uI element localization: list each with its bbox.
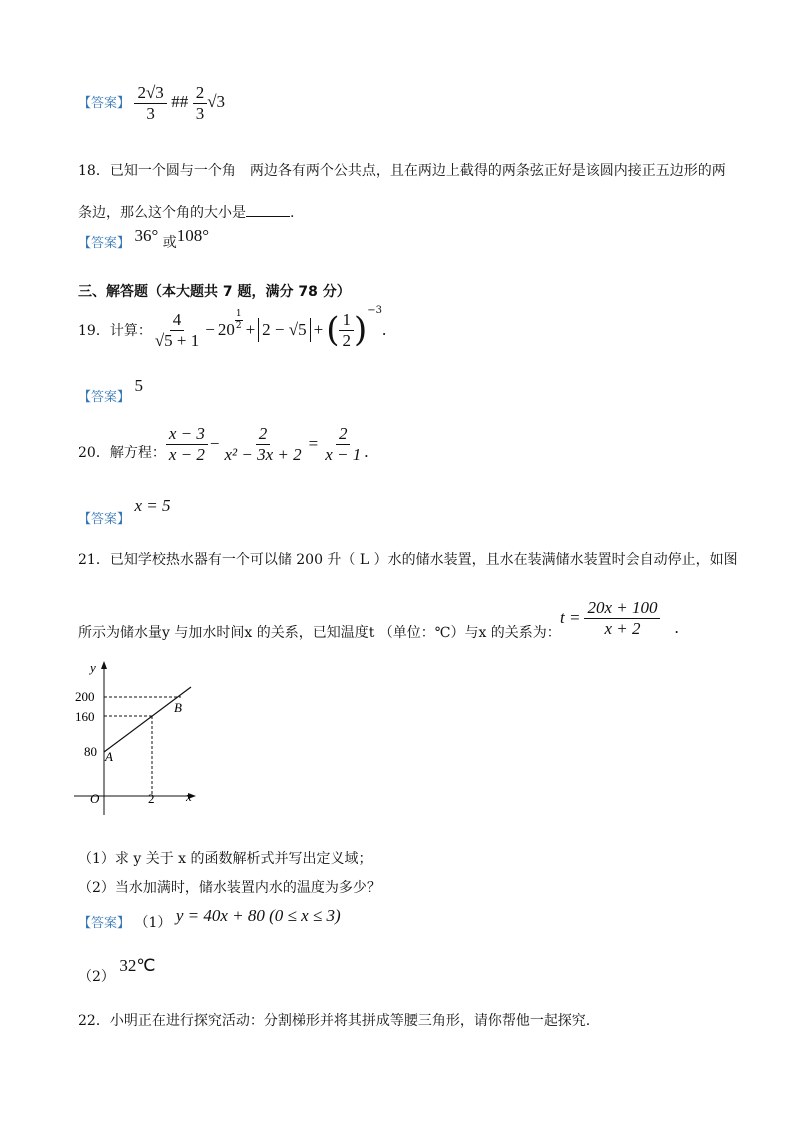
y-tick-160: 160	[75, 709, 95, 724]
fraction: $\frac{2}{3}$	[193, 83, 208, 123]
exponent: −3	[367, 304, 382, 316]
q21-answer1: 【答案】 （1） y = 40x + 80 (0 ≤ x ≤ 3)	[78, 906, 341, 931]
graph	[70, 655, 210, 825]
fraction: $\frac{2}{x - 1}$	[325, 424, 362, 464]
answer-label: 【答案】	[78, 916, 131, 931]
section-heading: 三、解答题（本大题共 7 题，满分 78 分）	[78, 284, 351, 300]
answer-label: 【答案】	[78, 236, 131, 251]
fraction: $\frac{4}{√5 + 1}$	[154, 310, 200, 350]
fraction: $\frac{2√3}{3}$	[134, 83, 166, 123]
q18-line2: 条边，那么这个角的大小是 .	[78, 202, 294, 222]
y-tick-200: 200	[75, 689, 95, 704]
q19-question: 19．计算： $\frac{4}{√5 + 1}$ − 20 $\frac{1}{2}$ + 2 − √5 + ( $\frac{1}{2}$ ) −3 .	[78, 304, 387, 351]
fraction: $\frac{1}{2}$	[339, 310, 354, 350]
answer-blank	[246, 202, 290, 217]
q21-formula: t = $\frac{20x + 100}{x + 2}$ .	[560, 598, 679, 638]
q21-sub2: （2）当水加满时，储水装置内水的温度为多少？	[78, 880, 381, 896]
q22-question: 22．小明正在进行探究活动：分割梯形并将其拼成等腰三角形，请你帮他一起探究.	[78, 1013, 591, 1029]
radical: √3	[207, 92, 226, 112]
q18-answer: 【答案】 36° 或108°	[78, 226, 210, 251]
origin-label: O	[90, 791, 100, 806]
q18-line1: 18．已知一个圆与一个角 两边各有两个公共点，且在两边上截得的两条弦正好是该圆内接正五边形的两	[78, 163, 726, 179]
answer-label: 【答案】	[78, 512, 131, 527]
fraction: $\frac{2}{\text{x² − 3x + 2}}$	[224, 424, 302, 464]
x-tick-2: 2	[148, 791, 155, 806]
q19-answer: 【答案】 5	[78, 376, 143, 405]
absolute-value: 2 − √5	[258, 318, 310, 342]
y-axis-arrow	[101, 661, 107, 669]
fraction: $\frac{20x + 100}{x + 2}$	[584, 598, 660, 638]
q21-sub1: （1）求 y 关于 x 的函数解析式并写出定义域；	[78, 851, 373, 867]
fraction: $\frac{x - 3}{x - 2}$	[166, 424, 208, 464]
exponent: $\frac{1}{2}$	[235, 309, 242, 331]
q21-line1: 21．已知学校热水器有一个可以储 200 升（ L ）水的储水装置，且水在装满储水装置时会自动停止，如图	[78, 552, 738, 568]
y-tick-80: 80	[84, 744, 97, 759]
point-a-label: A	[105, 749, 113, 764]
q21-answer2: （2） 32℃	[78, 956, 156, 985]
q21-line2: 所示为储水量y 与加水时间x 的关系，已知温度t （单位：℃）与x 的关系为：	[78, 625, 561, 641]
point-b-label: B	[174, 700, 182, 715]
x-axis-label: x	[186, 789, 192, 804]
q20-question: 20．解方程： $\frac{x - 3}{x - 2}$ − $\frac{2}{\text{x² − 3x + 2}}$ = $\frac{2}{x - 1}$ .	[78, 424, 369, 464]
y-axis-label: y	[90, 660, 96, 675]
q17-answer	[78, 83, 225, 123]
q20-answer: 【答案】 x = 5	[78, 496, 171, 527]
line-ab	[104, 687, 191, 752]
separator: ##	[171, 92, 189, 112]
answer-label: 【答案】	[78, 390, 131, 405]
answer-label: 【答案】	[78, 96, 131, 112]
